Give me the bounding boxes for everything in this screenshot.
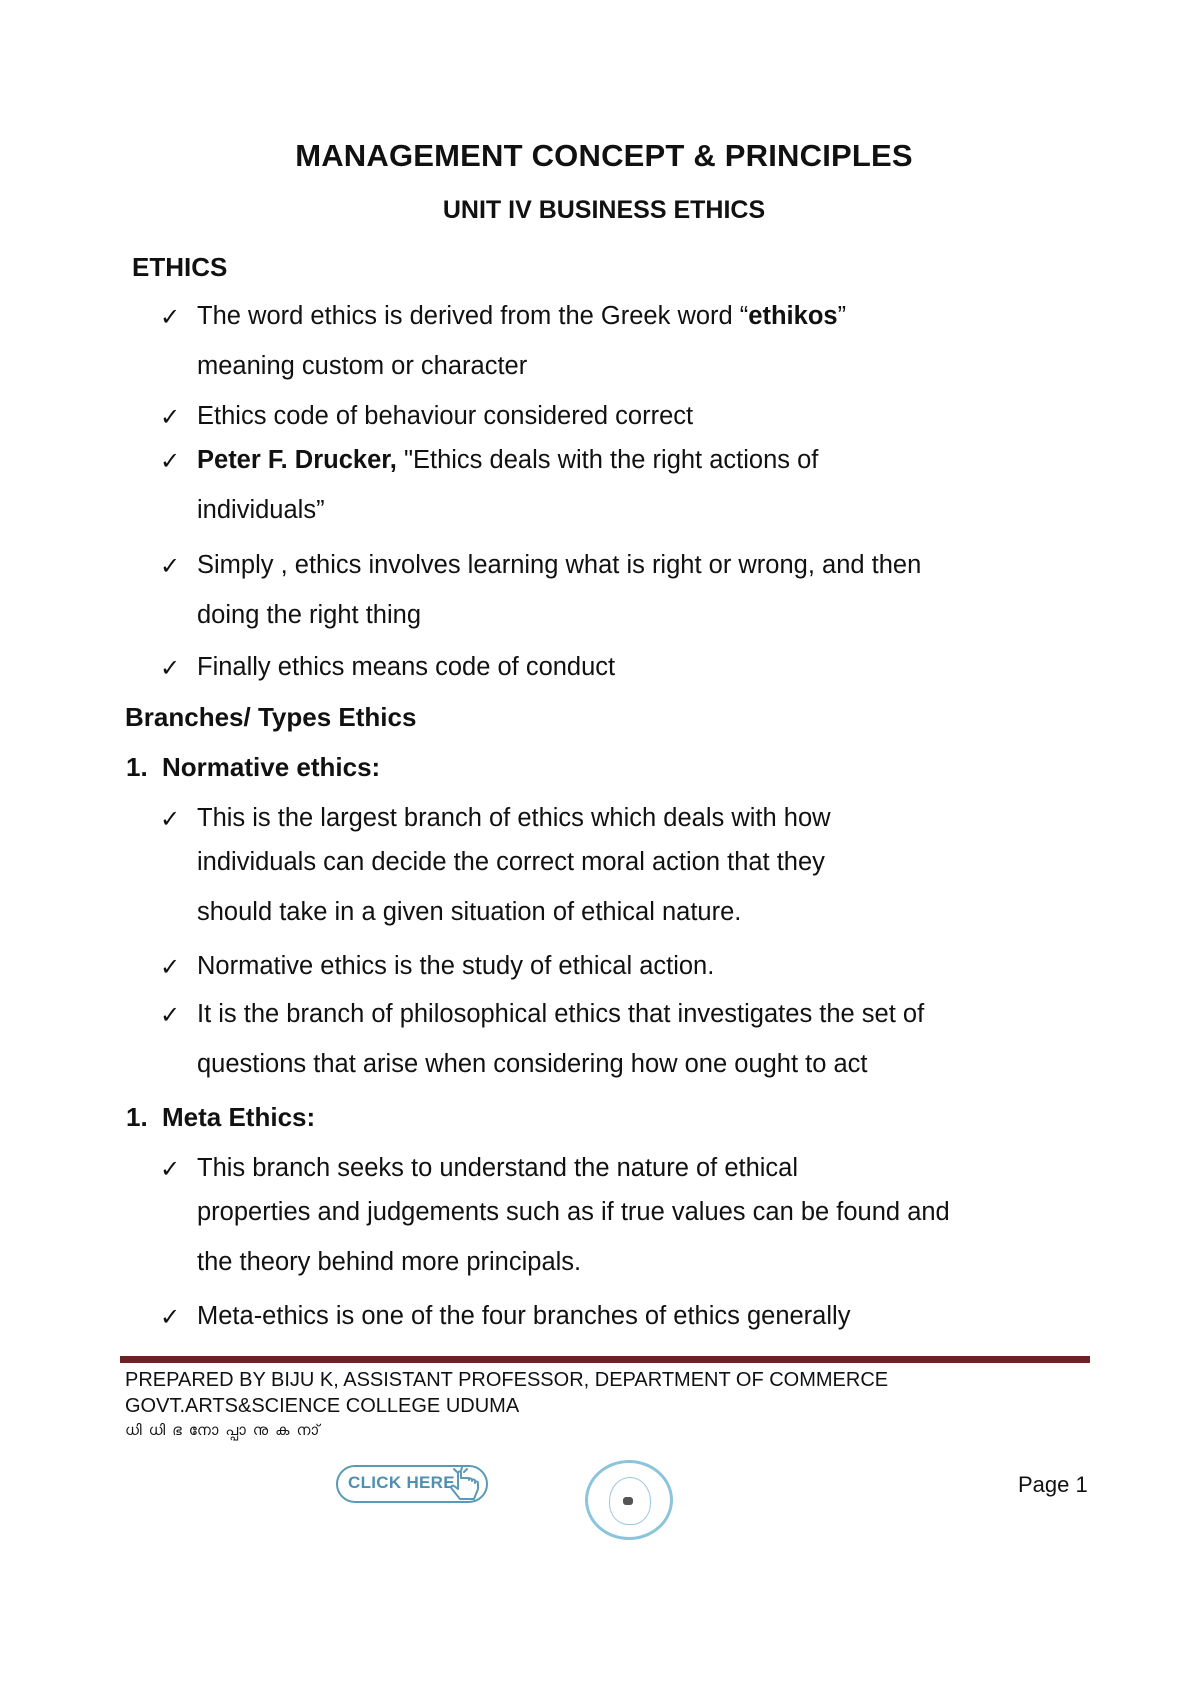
check-icon: ✓ <box>160 553 181 580</box>
check-icon: ✓ <box>160 1156 181 1183</box>
college-seal-icon <box>585 1460 673 1540</box>
meta-bullet-1: This branch seeks to understand the nature of ethical <box>197 1154 799 1182</box>
meta-bullet-2: Meta-ethics is one of the four branches of ethics generally <box>197 1302 851 1330</box>
check-icon: ✓ <box>160 1002 181 1029</box>
bullet-text: The word ethics is derived from the Greek word “ <box>197 302 749 330</box>
ethics-bullet-3 <box>197 446 818 475</box>
hand-pointer-icon <box>448 1465 488 1507</box>
normative-bullet-1-cont: should take in a given situation of ethical nature. <box>197 898 742 926</box>
ethics-heading: ETHICS <box>132 252 228 282</box>
footer-malayalam-line: ധിധിഭനോപ്പാനുകനാ് <box>125 1421 327 1439</box>
check-icon: ✓ <box>160 655 181 682</box>
ethics-bullet-1 <box>197 302 846 331</box>
bullet-text: ” <box>837 302 847 330</box>
bullet-bold-term: Peter F. Drucker, <box>197 446 397 474</box>
seal-emblem <box>623 1497 633 1505</box>
ethics-bullet-1-cont: meaning custom or character <box>197 352 528 380</box>
normative-bullet-3-cont: questions that arise when considering how one ought to act <box>197 1050 868 1078</box>
normative-heading: Normative ethics: <box>162 752 381 782</box>
ethics-bullet-4: Simply , ethics involves learning what is right or wrong, and then <box>197 551 922 579</box>
section-number: 1. <box>126 752 148 782</box>
check-icon: ✓ <box>160 954 181 981</box>
normative-bullet-2: Normative ethics is the study of ethical action. <box>197 952 715 980</box>
normative-bullet-3: It is the branch of philosophical ethics that investigates the set of <box>197 1000 925 1028</box>
meta-heading: Meta Ethics: <box>162 1102 316 1132</box>
meta-bullet-1-cont: the theory behind more principals. <box>197 1248 582 1276</box>
bullet-text: "Ethics deals with the right actions of <box>396 446 819 474</box>
unit-subtitle: UNIT IV BUSINESS ETHICS <box>442 196 766 224</box>
footer-college: GOVT.ARTS&SCIENCE COLLEGE UDUMA <box>125 1395 520 1417</box>
normative-bullet-1: This is the largest branch of ethics which deals with how <box>197 804 831 832</box>
check-icon: ✓ <box>160 1304 181 1331</box>
click-here-label: CLICK HERE <box>348 1473 455 1492</box>
meta-bullet-1-cont: properties and judgements such as if true values can be found and <box>197 1198 950 1226</box>
click-here-button[interactable] <box>336 1465 488 1503</box>
ethics-bullet-5: Finally ethics means code of conduct <box>197 653 616 681</box>
branches-heading: Branches/ Types Ethics <box>125 702 417 732</box>
check-icon: ✓ <box>160 448 181 475</box>
section-number: 1. <box>126 1102 148 1132</box>
page-number: Page 1 <box>1018 1472 1088 1497</box>
footer-divider <box>120 1356 1090 1363</box>
footer-author: PREPARED BY BIJU K, ASSISTANT PROFESSOR, DEPARTMENT OF COMMERCE <box>125 1369 889 1391</box>
ethics-bullet-3-cont: individuals” <box>197 496 325 524</box>
ethics-bullet-2: Ethics code of behaviour considered correct <box>197 402 694 430</box>
ethics-bullet-4-cont: doing the right thing <box>197 601 421 629</box>
bullet-bold-term: ethikos <box>748 302 838 330</box>
check-icon: ✓ <box>160 806 181 833</box>
normative-bullet-1-cont: individuals can decide the correct moral action that they <box>197 848 825 876</box>
check-icon: ✓ <box>160 304 181 331</box>
check-icon: ✓ <box>160 404 181 431</box>
document-title: MANAGEMENT CONCEPT & PRINCIPLES <box>295 138 913 173</box>
